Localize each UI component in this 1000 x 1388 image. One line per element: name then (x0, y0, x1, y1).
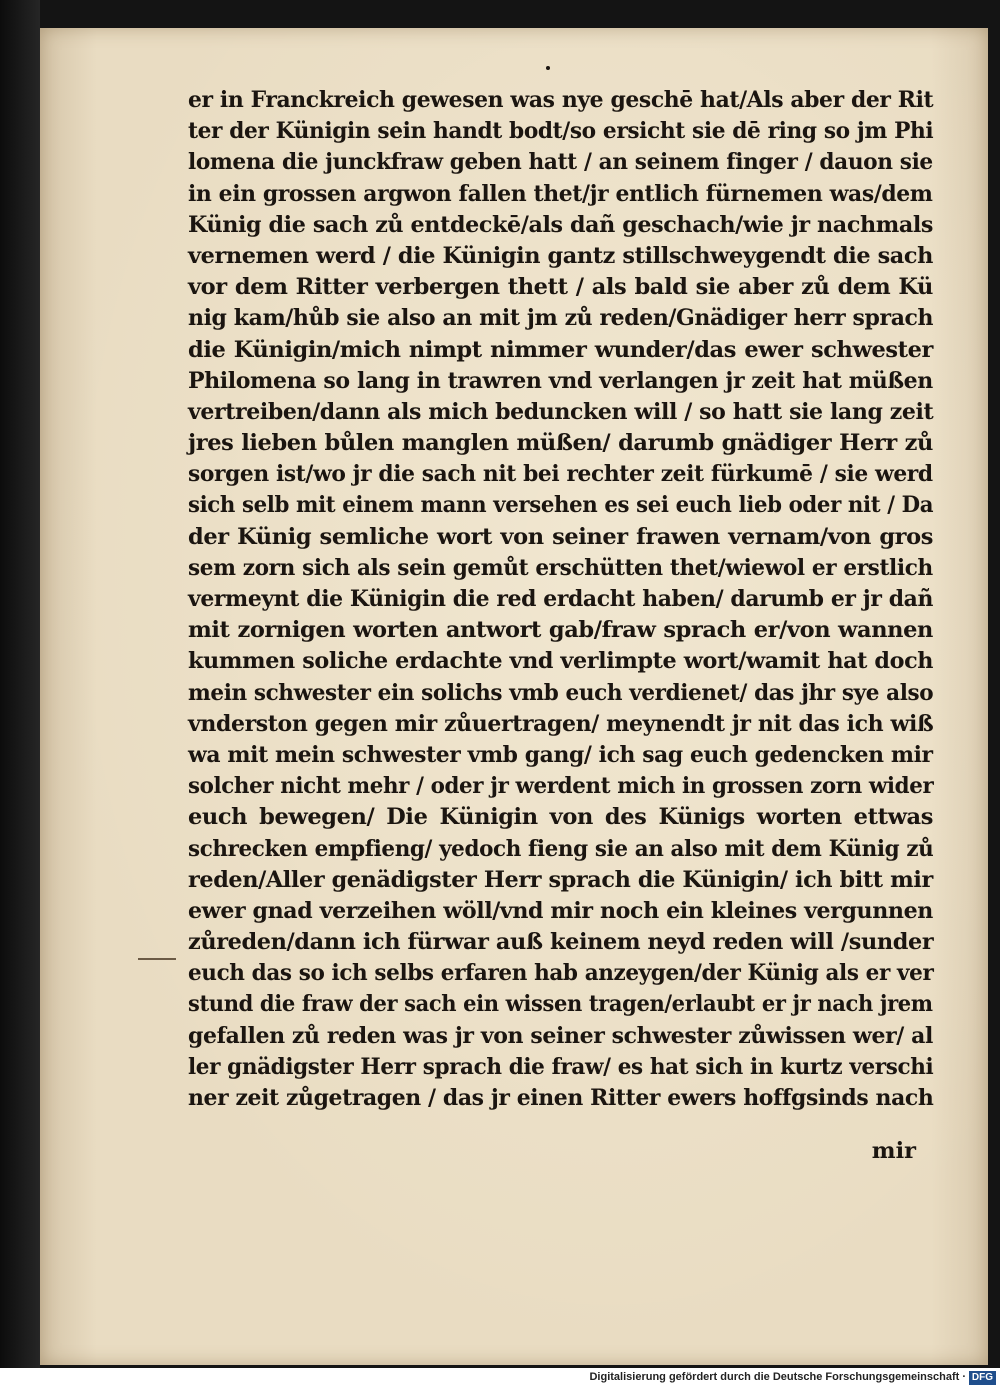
footer-bar (0, 1368, 1000, 1388)
text-line: schrecken empfieng/ yedoch fieng sie an also mit dem Künig zů (188, 835, 934, 862)
text-line: er in Franckreich gewesen was nye geschē hat/Als aber der Rit (188, 87, 934, 113)
text-line: gefallen zů reden was jr von seiner schwester zůwissen wer/ al (188, 1022, 934, 1049)
text-line: die Künigin/mich nimpt nimmer wunder/das ewer schwester (188, 336, 933, 363)
text-block (188, 85, 933, 1114)
text-line: vnderston gegen mir zůuertragen/ meynendt jr nit das ich wiß (188, 710, 934, 737)
ornament-dot (546, 66, 550, 70)
text-line: mein schwester ein solichs vmb euch verdienet/ das jhr sye also (188, 679, 934, 706)
scan-frame-edge (0, 0, 40, 1370)
catchword: mir (871, 1138, 916, 1164)
text-line: Philomena so lang in trawren vnd verlangen jr zeit hat müßen (188, 367, 933, 394)
text-line: vertreiben/dann als mich beduncken will / so hatt sie lang zeit (188, 398, 934, 425)
text-line: nig kam/hůb sie also an mit jm zů reden/Gnädiger herr sprach (188, 305, 934, 332)
text-line: ter der Künigin sein handt bodt/so ersicht sie dē ring so jm Phi (188, 118, 934, 145)
text-line: euch bewegen/ Die Künigin von des Künigs worten ettwas (188, 804, 933, 831)
text-line: ewer gnad verzeihen wöll/vnd mir noch ein kleines vergunnen (188, 897, 933, 924)
text-line: euch das so ich selbs erfaren hab anzeygen/der Künig als er ver (188, 960, 934, 987)
text-line: solcher nicht mehr / oder jr werdent mich in grossen zorn wider (188, 773, 934, 800)
text-line: mit zornigen worten antwort gab/fraw sprach er/von wannen (188, 617, 933, 644)
text-line: vernemen werd / die Künigin gantz stillschweygendt die sach (188, 242, 934, 269)
text-line: zůreden/dann ich fürwar auß keinem neyd reden will /sunder (188, 929, 934, 956)
text-line: sich selb mit einem mann versehen es sei euch lieb oder nit / Da (188, 492, 934, 519)
text-line: in ein grossen argwon fallen thet/jr entlich fürnemen was/dem (188, 180, 933, 207)
text-line: lomena die junckfraw geben hatt / an seinem finger / dauon sie (188, 149, 933, 176)
text-line: Künig die sach zů entdeckē/als dañ geschach/wie jr nachmals (188, 211, 934, 238)
text-line: reden/Aller genädigster Herr sprach die Künigin/ ich bitt mir (188, 866, 933, 893)
text-line: wa mit mein schwester vmb gang/ ich sag euch gedencken mir (188, 741, 933, 768)
margin-mark (138, 958, 176, 960)
text-line: ner zeit zůgetragen / das jr einen Ritter ewers hoffgsinds nach (188, 1085, 934, 1111)
text-line: vor dem Ritter verbergen thett / als bald sie aber zů dem Kü (188, 274, 933, 301)
text-line: sem zorn sich als sein gemůt erschütten thet/wiewol er erstlich (188, 554, 933, 581)
funding-credit: Digitalisierung gefördert durch die Deutsche Forschungsgemeinschaft · (589, 1371, 966, 1383)
text-line: kummen soliche erdachte vnd verlimpte wort/wamit hat doch (188, 648, 934, 675)
text-line: vermeynt die Künigin die red erdacht haben/ darumb er jr dañ (188, 586, 934, 612)
book-page (40, 28, 988, 1365)
text-line: der Künig semliche wort von seiner frawen vernam/von gros (188, 523, 933, 550)
text-line: sorgen ist/wo jr die sach nit bei rechter zeit fürkumē / sie werd (188, 461, 933, 488)
dfg-logo: DFG (969, 1371, 996, 1385)
text-line: stund die fraw der sach ein wissen tragen/erlaubt er jr nach jrem (188, 991, 933, 1018)
text-line: jres lieben bůlen manglen müßen/ darumb gnädiger Herr zů (188, 430, 933, 457)
text-line: ler gnädigster Herr sprach die fraw/ es hat sich in kurtz verschi (188, 1053, 934, 1080)
